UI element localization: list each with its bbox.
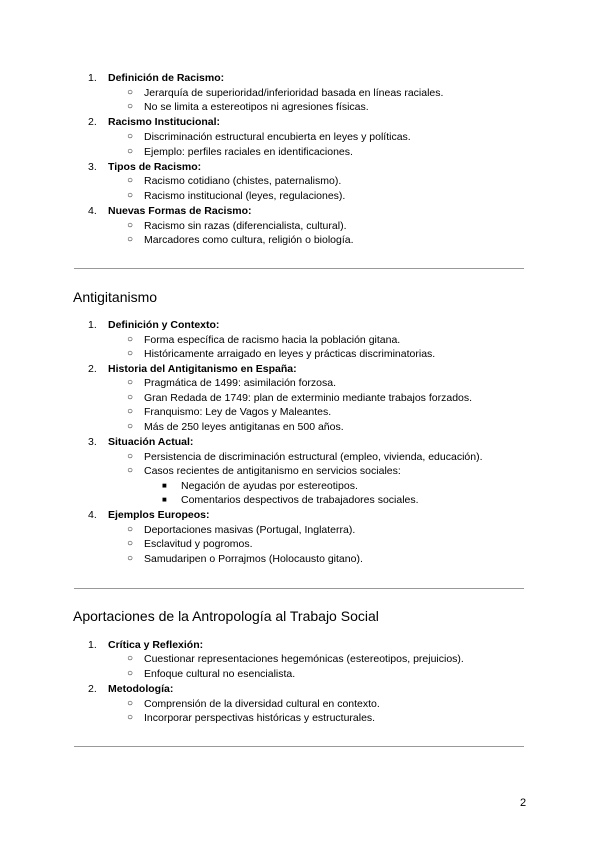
section-heading: Antigitanismo <box>73 289 158 305</box>
item-number: 4. <box>88 509 97 521</box>
circle-bullet-icon: ○ <box>127 524 134 535</box>
circle-bullet-icon: ○ <box>127 146 134 157</box>
item-title: Racismo Institucional: <box>108 116 221 128</box>
sub-item: Pragmática de 1499: asimilación forzosa. <box>144 377 337 389</box>
circle-bullet-icon: ○ <box>127 190 134 201</box>
sub-item: Racismo cotidiano (chistes, paternalismo). <box>144 175 342 187</box>
sub-item: Casos recientes de antigitanismo en servicios sociales: <box>144 465 401 477</box>
circle-bullet-icon: ○ <box>127 553 134 564</box>
sub-item: Marcadores como cultura, religión o biología. <box>144 234 354 246</box>
divider <box>74 588 524 589</box>
square-bullet-icon: ■ <box>162 481 167 490</box>
circle-bullet-icon: ○ <box>127 406 134 417</box>
circle-bullet-icon: ○ <box>127 220 134 231</box>
item-number: 1. <box>88 639 97 651</box>
page-number: 2 <box>520 797 527 809</box>
item-title: Ejemplos Europeos: <box>108 509 210 521</box>
item-title: Situación Actual: <box>108 436 194 448</box>
item-title: Definición y Contexto: <box>108 319 220 331</box>
circle-bullet-icon: ○ <box>127 421 134 432</box>
sub-item: Cuestionar representaciones hegemónicas (estereotipos, prejuicios). <box>144 653 464 665</box>
sub-item: Más de 250 leyes antigitanas en 500 años. <box>144 421 344 433</box>
sub-item: Persistencia de discriminación estructural (empleo, vivienda, educación). <box>144 451 483 463</box>
sub-item: No se limita a estereotipos ni agresiones físicas. <box>144 101 369 113</box>
sub-item: Racismo sin razas (diferencialista, cultural). <box>144 220 347 232</box>
circle-bullet-icon: ○ <box>127 392 134 403</box>
divider <box>74 746 524 747</box>
sub-sub-item: Negación de ayudas por estereotipos. <box>181 480 358 492</box>
item-title: Metodología: <box>108 683 174 695</box>
item-number: 2. <box>88 116 97 128</box>
circle-bullet-icon: ○ <box>127 175 134 186</box>
sub-item: Esclavitud y pogromos. <box>144 538 253 550</box>
item-number: 4. <box>88 205 97 217</box>
sub-item: Deportaciones masivas (Portugal, Inglaterra). <box>144 524 356 536</box>
item-title: Crítica y Reflexión: <box>108 639 204 651</box>
circle-bullet-icon: ○ <box>127 377 134 388</box>
sub-item: Forma específica de racismo hacia la población gitana. <box>144 334 401 346</box>
sub-sub-item: Comentarios despectivos de trabajadores sociales. <box>181 494 419 506</box>
circle-bullet-icon: ○ <box>127 668 134 679</box>
circle-bullet-icon: ○ <box>127 698 134 709</box>
circle-bullet-icon: ○ <box>127 234 134 245</box>
sub-item: Incorporar perspectivas históricas y estructurales. <box>144 712 376 724</box>
circle-bullet-icon: ○ <box>127 451 134 462</box>
sub-item: Comprensión de la diversidad cultural en contexto. <box>144 698 380 710</box>
item-title: Historia del Antigitanismo en España: <box>108 363 297 375</box>
sub-item: Históricamente arraigado en leyes y prácticas discriminatorias. <box>144 348 436 360</box>
item-number: 2. <box>88 683 97 695</box>
sub-item: Racismo institucional (leyes, regulaciones). <box>144 190 346 202</box>
item-number: 3. <box>88 161 97 173</box>
circle-bullet-icon: ○ <box>127 653 134 664</box>
sub-item: Ejemplo: perfiles raciales en identificaciones. <box>144 146 353 158</box>
item-title: Definición de Racismo: <box>108 72 225 84</box>
circle-bullet-icon: ○ <box>127 465 134 476</box>
item-number: 2. <box>88 363 97 375</box>
sub-item: Samudaripen o Porrajmos (Holocausto gitano). <box>144 553 363 565</box>
circle-bullet-icon: ○ <box>127 348 134 359</box>
divider <box>74 268 524 269</box>
circle-bullet-icon: ○ <box>127 87 134 98</box>
circle-bullet-icon: ○ <box>127 101 134 112</box>
square-bullet-icon: ■ <box>162 495 167 504</box>
item-number: 3. <box>88 436 97 448</box>
item-title: Tipos de Racismo: <box>108 161 202 173</box>
circle-bullet-icon: ○ <box>127 131 134 142</box>
item-number: 1. <box>88 319 97 331</box>
item-number: 1. <box>88 72 97 84</box>
sub-item: Jerarquía de superioridad/inferioridad basada en líneas raciales. <box>144 87 444 99</box>
circle-bullet-icon: ○ <box>127 334 134 345</box>
sub-item: Enfoque cultural no esencialista. <box>144 668 296 680</box>
sub-item: Franquismo: Ley de Vagos y Maleantes. <box>144 406 332 418</box>
sub-item: Discriminación estructural encubierta en leyes y políticas. <box>144 131 411 143</box>
sub-item: Gran Redada de 1749: plan de exterminio mediante trabajos forzados. <box>144 392 473 404</box>
section-heading: Aportaciones de la Antropología al Trabajo Social <box>73 608 379 624</box>
item-title: Nuevas Formas de Racismo: <box>108 205 252 217</box>
circle-bullet-icon: ○ <box>127 712 134 723</box>
circle-bullet-icon: ○ <box>127 538 134 549</box>
